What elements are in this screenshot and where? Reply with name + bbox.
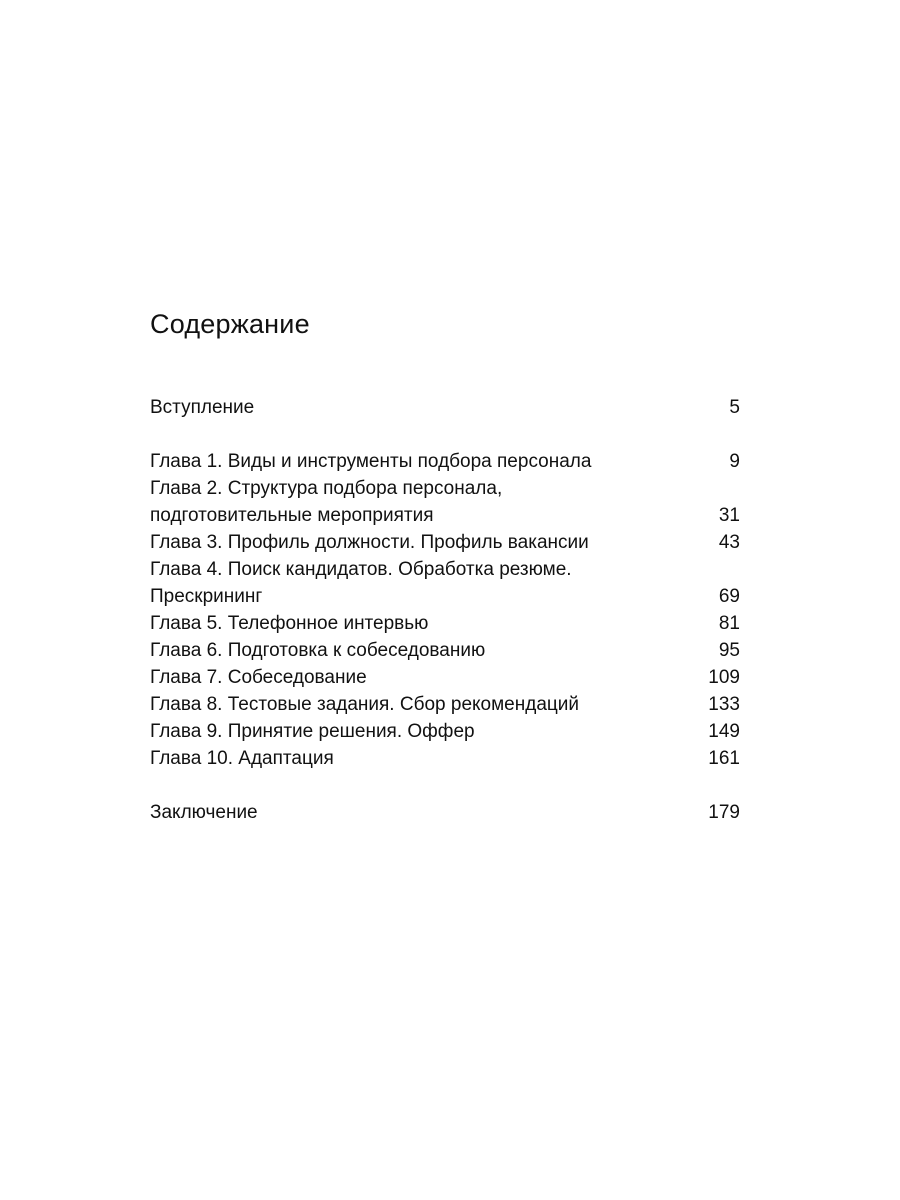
toc-entry-chapter-10 [150, 745, 740, 772]
toc-entry-chapter-2-line-2 [150, 502, 740, 529]
toc-entry-label: Глава 6. Подготовка к собеседованию [150, 640, 486, 661]
toc-entry-label: Глава 8. Тестовые задания. Сбор рекомендаций [150, 694, 579, 715]
toc-entry-chapter-8 [150, 691, 740, 718]
toc-page-number: 179 [708, 802, 740, 823]
toc-page-number: 69 [718, 586, 740, 607]
toc-entry-chapter-1 [150, 448, 740, 475]
toc-entry-intro [150, 394, 740, 421]
spacer [150, 772, 740, 799]
toc-entry-label: Прескрининг [150, 586, 263, 607]
toc-entry-label: Глава 9. Принятие решения. Оффер [150, 721, 475, 742]
toc-entry-chapter-5 [150, 610, 740, 637]
toc-entry-label: Глава 1. Виды и инструменты подбора персонала [150, 451, 592, 472]
toc-page-number: 81 [718, 613, 740, 634]
toc-entry-conclusion [150, 799, 740, 826]
toc-entry-chapter-6 [150, 637, 740, 664]
toc-page-number: 109 [708, 667, 740, 688]
toc-page-number: 43 [718, 532, 740, 553]
toc-page-number: 31 [718, 505, 740, 526]
toc-entry-label: Глава 4. Поиск кандидатов. Обработка резюме. [150, 559, 572, 580]
toc-page-number: 149 [708, 721, 740, 742]
toc-entry-chapter-3 [150, 529, 740, 556]
toc-entry-chapter-4-line-1 [150, 556, 740, 583]
page-title: Содержание [150, 309, 310, 339]
toc-entry-label: Заключение [150, 802, 258, 823]
toc-entry-label: Глава 2. Структура подбора персонала, [150, 478, 503, 499]
toc-page-number: 161 [708, 748, 740, 769]
toc-page-number: 95 [718, 640, 740, 661]
toc-entry-label: Глава 7. Собеседование [150, 667, 367, 688]
toc-entry-chapter-2-line-1 [150, 475, 740, 502]
toc-page-number: 9 [729, 451, 740, 472]
toc-entry-chapter-9 [150, 718, 740, 745]
spacer [150, 421, 740, 448]
toc-entry-label: Вступление [150, 397, 255, 418]
toc-entry-label: Глава 3. Профиль должности. Профиль вакансии [150, 532, 589, 553]
toc-entry-label: подготовительные мероприятия [150, 505, 434, 526]
table-of-contents [150, 394, 740, 826]
toc-page-number: 5 [729, 397, 740, 418]
toc-page-number: 133 [708, 694, 740, 715]
toc-entry-chapter-7 [150, 664, 740, 691]
toc-entry-chapter-4-line-2 [150, 583, 740, 610]
toc-entry-label: Глава 5. Телефонное интервью [150, 613, 429, 634]
toc-entry-label: Глава 10. Адаптация [150, 748, 334, 769]
